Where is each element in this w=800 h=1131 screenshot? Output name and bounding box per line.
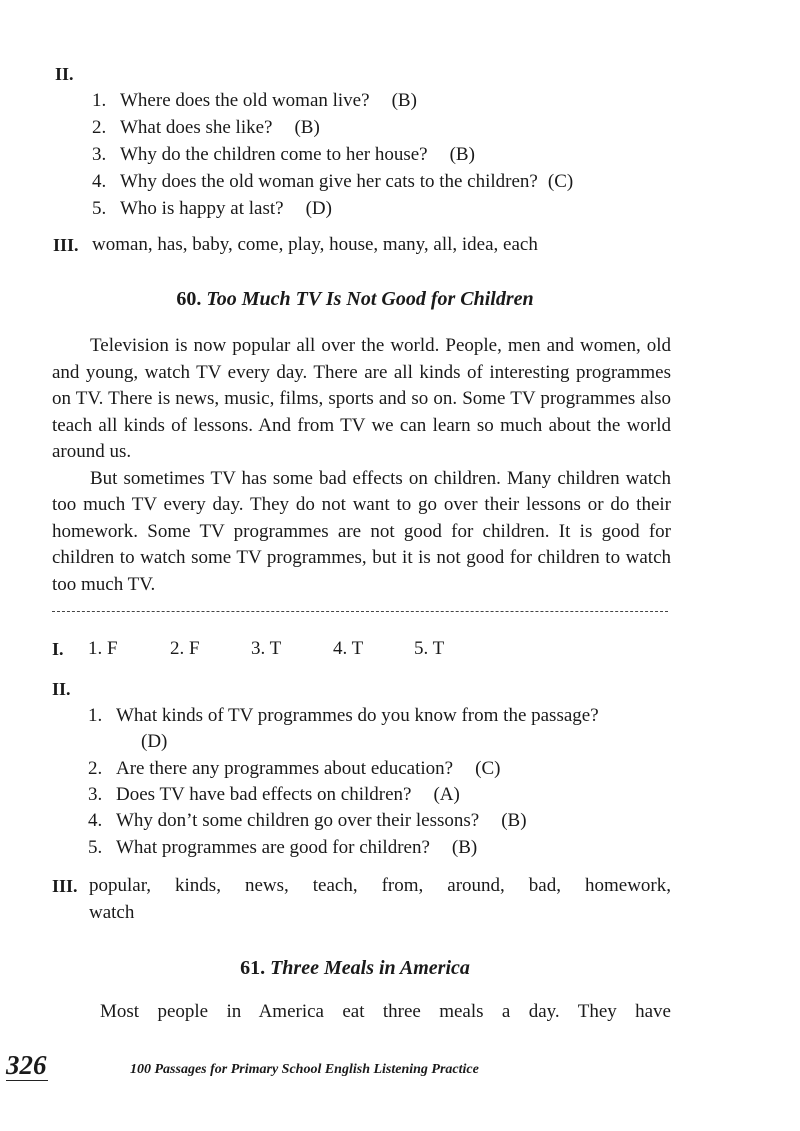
section-label-iii: III. (52, 876, 78, 896)
question-2 (88, 758, 500, 780)
question-answer: (B) (449, 144, 475, 165)
question-number: 3. (88, 784, 103, 805)
question-number: 1. (88, 705, 103, 726)
running-title: 100 Passages for Primary School English Listening Practice (130, 1062, 479, 1077)
paragraph: But sometimes TV has some bad effects on children. Many children watch too much TV every day. They do not want to go over their lessons or do their homework. Some TV programmes are not good for children. It is good for children to watch some TV programmes, but it is not good for children to watch too much TV. (52, 467, 671, 595)
question-text: Are there any programmes about education? (116, 758, 454, 779)
question-text: What programmes are good for children? (116, 837, 430, 858)
passage-60-body (52, 333, 671, 598)
tf-answer-5: 5. T (414, 638, 445, 659)
section-label-ii-prev: II. (55, 64, 74, 84)
passage-number: 61. (240, 957, 266, 979)
question-number: 2. (92, 117, 107, 138)
question-text: What does she like? (120, 117, 273, 138)
paragraph: Television is now popular all over the world. People, men and women, old and young, watch TV every day. There are all kinds of interesting programmes on TV. There is news, music, films, sports and so on. Some TV programmes also teach all kinds of lessons. And from TV we can learn so much about the world around us. (52, 335, 671, 462)
question-answer: (B) (451, 837, 478, 858)
section-label-i: I. (52, 639, 64, 659)
section-label-ii: II. (52, 679, 71, 699)
question-answer: (D) (305, 198, 332, 219)
question-answer: (A) (433, 784, 460, 805)
question-text: Why does the old woman give her cats to the children? (120, 171, 538, 192)
passage-60-heading (0, 288, 710, 311)
word-list-prev: woman, has, baby, come, play, house, many, all, idea, each (92, 234, 538, 255)
passage-title: Too Much TV Is Not Good for Children (206, 288, 534, 310)
word-list-line-1: popular, kinds, news, teach, from, around, bad, homework, (89, 875, 671, 896)
question-text: Does TV have bad effects on children? (116, 784, 412, 805)
passage-title: Three Meals in America (270, 957, 470, 979)
tf-answer-2: 2. F (170, 638, 200, 659)
prev-question-3 (92, 144, 475, 166)
question-answer: (B) (391, 90, 417, 111)
question-answer: (C) (475, 758, 501, 779)
question-5 (88, 837, 477, 859)
prev-question-1 (92, 90, 417, 112)
passage-61-heading (0, 957, 710, 980)
passage-number: 60. (176, 288, 202, 310)
question-text: Where does the old woman live? (120, 90, 370, 111)
question-number: 1. (92, 90, 107, 111)
question-4 (88, 810, 527, 832)
question-number: 3. (92, 144, 107, 165)
dashed-divider (52, 611, 668, 612)
question-3 (88, 784, 460, 806)
question-text: What kinds of TV programmes do you know from the passage? (116, 705, 599, 726)
tf-answer-3: 3. T (251, 638, 282, 659)
prev-question-5 (92, 198, 332, 220)
prev-question-4 (92, 171, 573, 193)
passage-61-first-line: Most people in America eat three meals a day. They have (100, 1001, 671, 1022)
question-number: 2. (88, 758, 103, 779)
question-answer: (B) (294, 117, 320, 138)
question-number: 5. (92, 198, 107, 219)
tf-answer-1: 1. F (88, 638, 118, 659)
section-label-iii-prev: III. (53, 235, 79, 255)
prev-question-2 (92, 117, 320, 139)
question-1-answer: (D) (141, 731, 168, 752)
question-answer: (C) (547, 171, 574, 192)
question-number: 4. (92, 171, 107, 192)
question-text: Why don’t some children go over their lessons? (116, 810, 480, 831)
question-text: Who is happy at last? (120, 198, 284, 219)
word-list-line-2: watch (89, 902, 135, 923)
question-text: Why do the children come to her house? (120, 144, 428, 165)
question-number: 4. (88, 810, 103, 831)
page-number-rule (6, 1080, 48, 1081)
question-number: 5. (88, 837, 103, 858)
question-answer: (B) (501, 810, 527, 831)
question-1 (88, 705, 599, 727)
tf-answer-4: 4. T (333, 638, 364, 659)
page-number: 326 (6, 1050, 47, 1080)
